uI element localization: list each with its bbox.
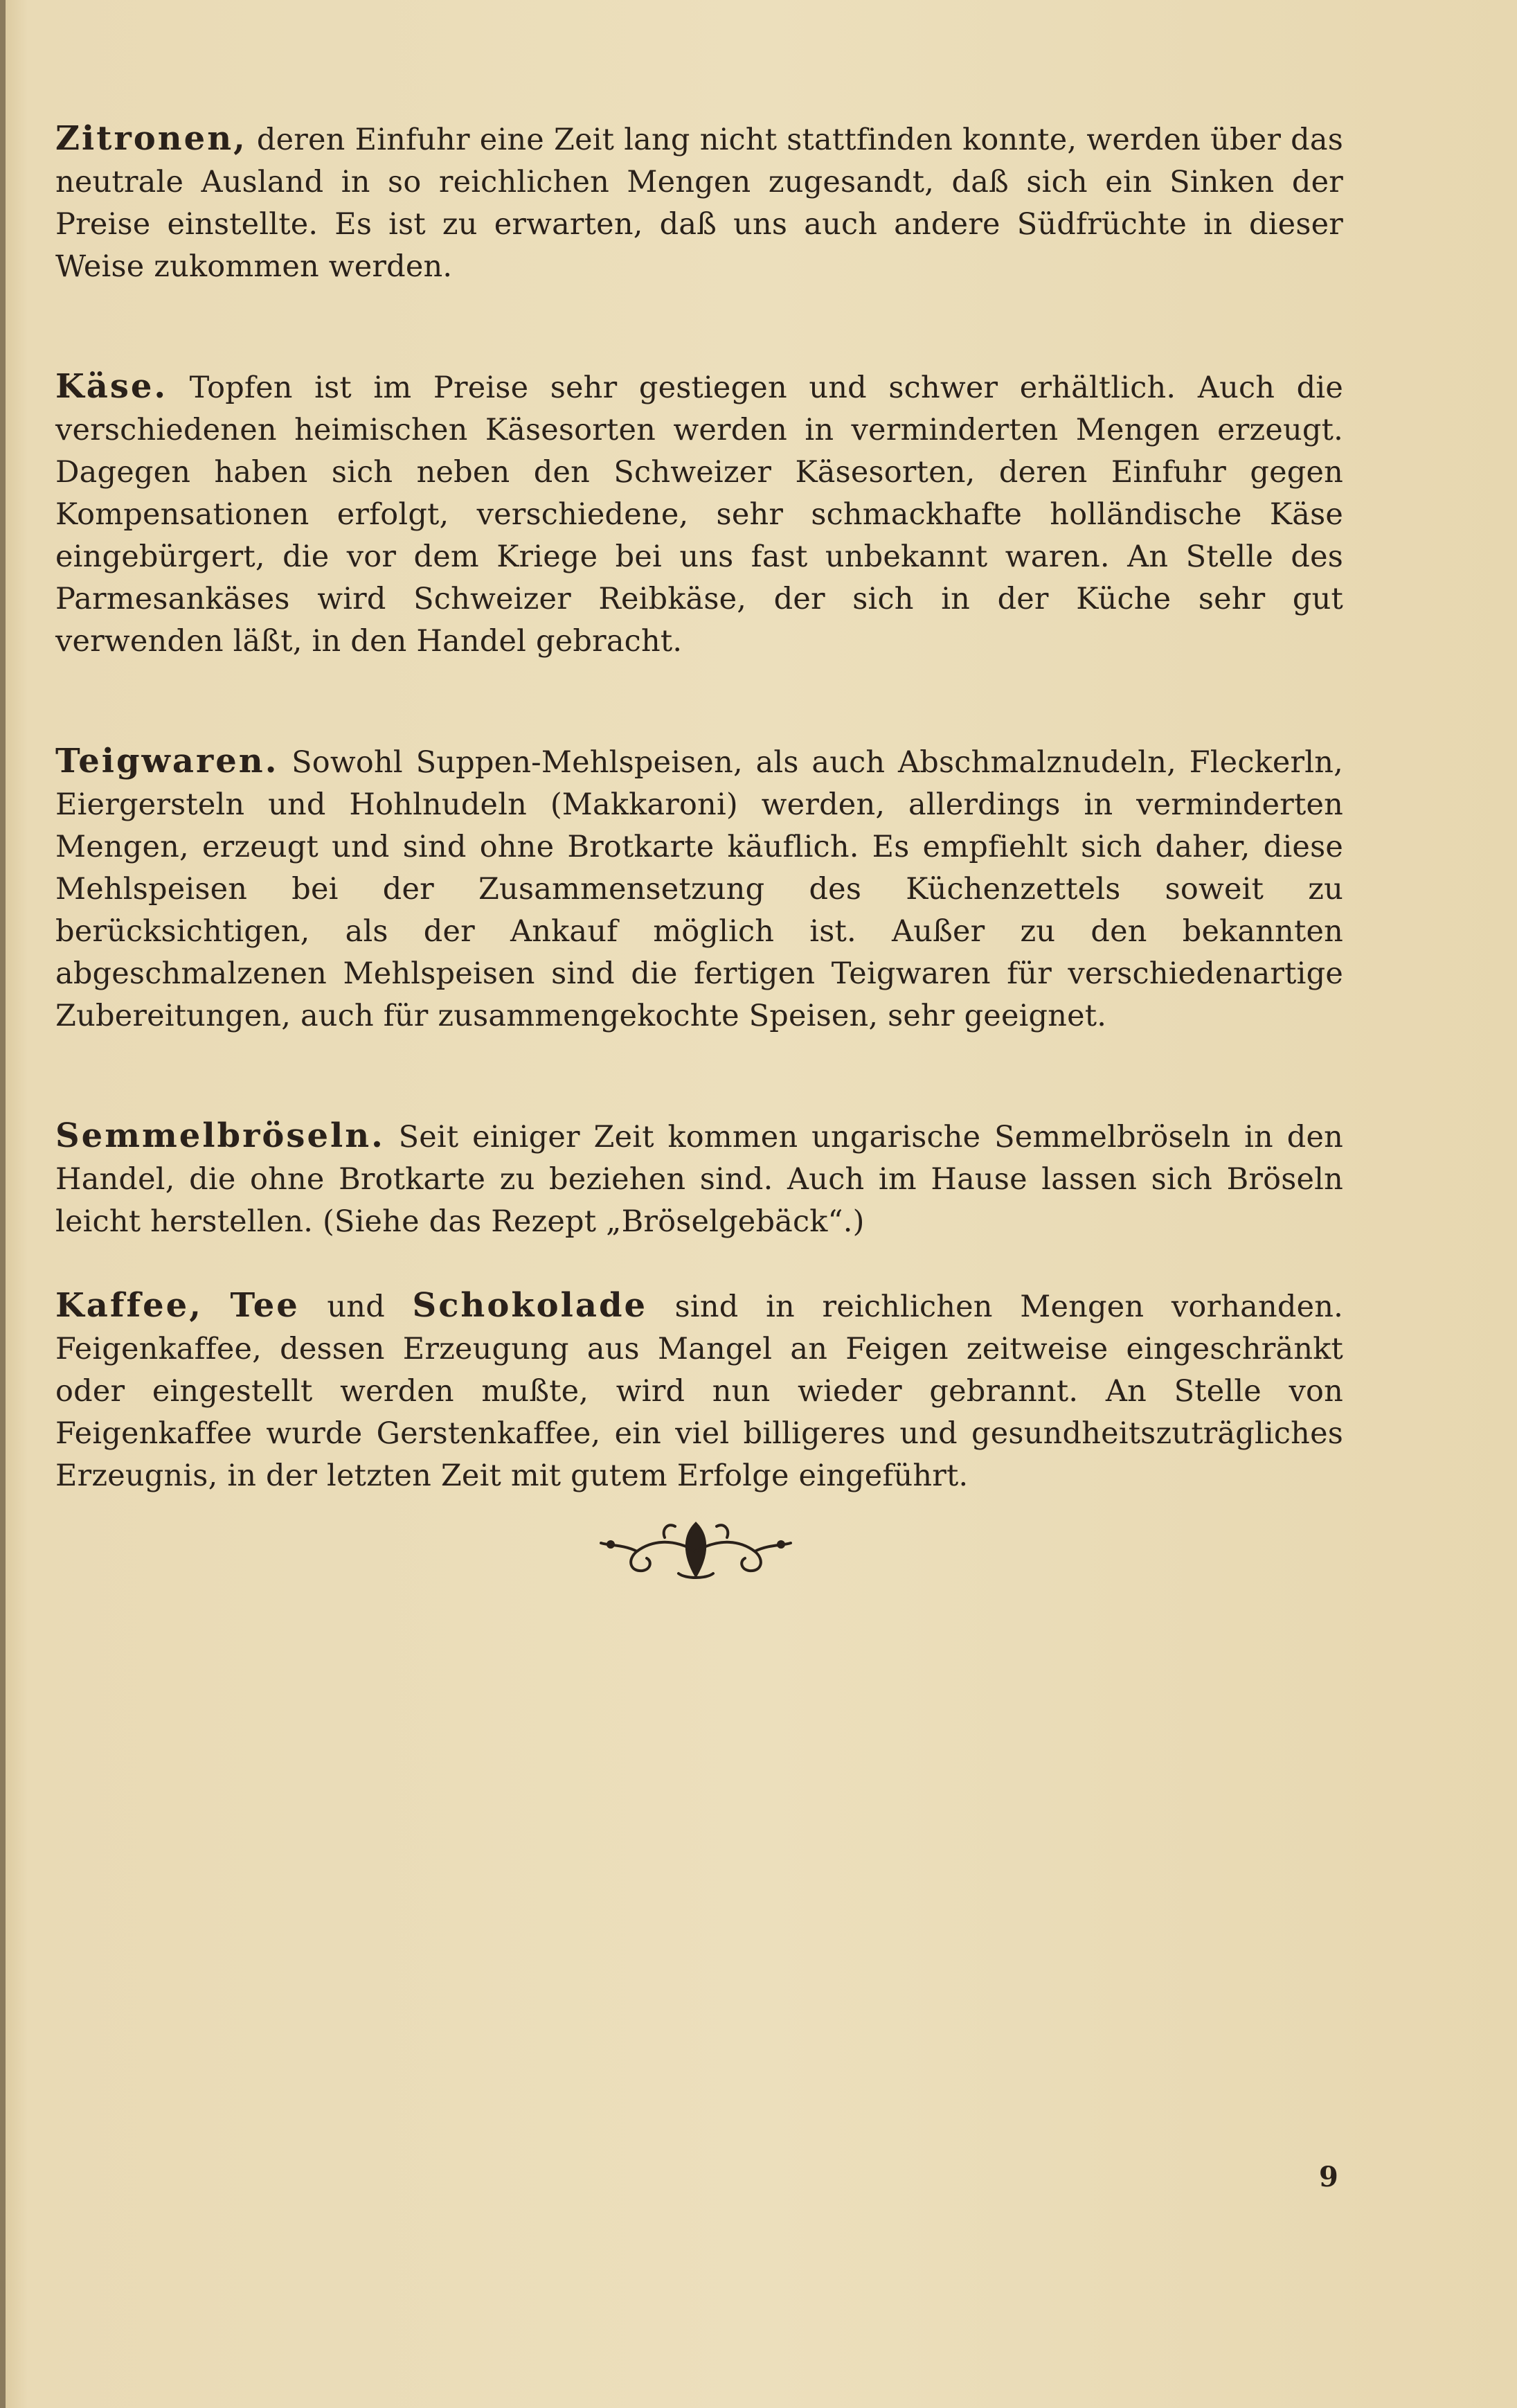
joiner-text: und — [299, 1290, 413, 1324]
heading-teigwaren: Teigwaren. — [55, 742, 279, 781]
paragraph-text: Seit einiger Zeit kommen ungarische Semmelbröseln in den Handel, die ohne Brotkarte zu beziehen sind. Auch im Hause lassen sich Bröseln leicht herstellen. (Siehe das Rezept „Bröselgebäck“.) — [55, 1120, 1343, 1239]
paragraph-semmelbroeseln — [55, 1115, 1343, 1243]
page-number: 9 — [1319, 2161, 1338, 2193]
heading-semmelbroeseln: Semmelbröseln. — [55, 1116, 385, 1155]
paragraph-text: Sowohl Suppen-Mehlspeisen, als auch Abschmalznudeln, Fleckerln, Eiergersteln und Hohlnudeln (Makkaroni) werden, allerdings in verminderten Mengen, erzeugt und sind ohne Brotkarte käuflich. Es empfiehlt sich daher, diese Mehlspeisen bei der Zusammensetzung des Küchenzettels soweit zu berücksichtigen, als der Ankauf möglich ist. Außer zu den bekannten abgeschmalzenen Mehlspeisen sind die fertigen Teigwaren für verschiedenartige Zubereitungen, auch für zusammengekochte Speisen, sehr geeignet. — [55, 745, 1343, 1033]
paragraph-kaffee — [55, 1285, 1343, 1497]
paragraph-text: deren Einfuhr eine Zeit lang nicht stattfinden konnte, werden über das neutrale Ausland in so reichlichen Mengen zugesandt, daß sich ein Sinken der Preise einstellte. Es ist zu erwarten, daß uns auch andere Südfrüchte in dieser Weise zukommen werden. — [55, 123, 1343, 284]
heading-kaffee: Kaffee, — [55, 1286, 203, 1325]
body-text — [55, 118, 1343, 1575]
paragraph-zitronen — [55, 118, 1343, 288]
paragraph-text: Topfen ist im Preise sehr gestiegen und schwer erhältlich. Auch die verschiedenen heimischen Käsesorten werden in verminderten Mengen erzeugt. Dagegen haben sich neben den Schweizer Käsesorten, deren Einfuhr gegen Kompensationen erfolgt, verschiedene, sehr schmackhafte holländische Käse eingebürgert, die vor dem Kriege bei uns fast unbekannt waren. An Stelle des Parmesankäses wird Schweizer Reibkäse, der sich in der Küche sehr gut verwenden läßt, in den Handel gebracht. — [55, 371, 1343, 659]
page-edge — [0, 0, 6, 2408]
heading-tee: Tee — [230, 1286, 300, 1325]
floral-vignette-icon — [595, 1510, 796, 1586]
heading-schokolade: Schokolade — [412, 1286, 648, 1325]
paragraph-teigwaren — [55, 740, 1343, 1037]
heading-kaese: Käse. — [55, 367, 168, 406]
paragraph-text: sind in reichlichen Mengen vorhanden. Feigenkaffee, dessen Erzeugung aus Mangel an Feigen zeitweise eingeschränkt oder eingestellt werden mußte, wird nun wieder gebrannt. An Stelle von Feigenkaffee wurde Gerstenkaffee, ein viel billigeres und gesundheitszuträgliches Erzeugnis, in der letzten Zeit mit gutem Erfolge eingeführt. — [55, 1290, 1343, 1493]
paragraph-kaese — [55, 366, 1343, 663]
heading-zitronen: Zitronen, — [55, 119, 247, 158]
